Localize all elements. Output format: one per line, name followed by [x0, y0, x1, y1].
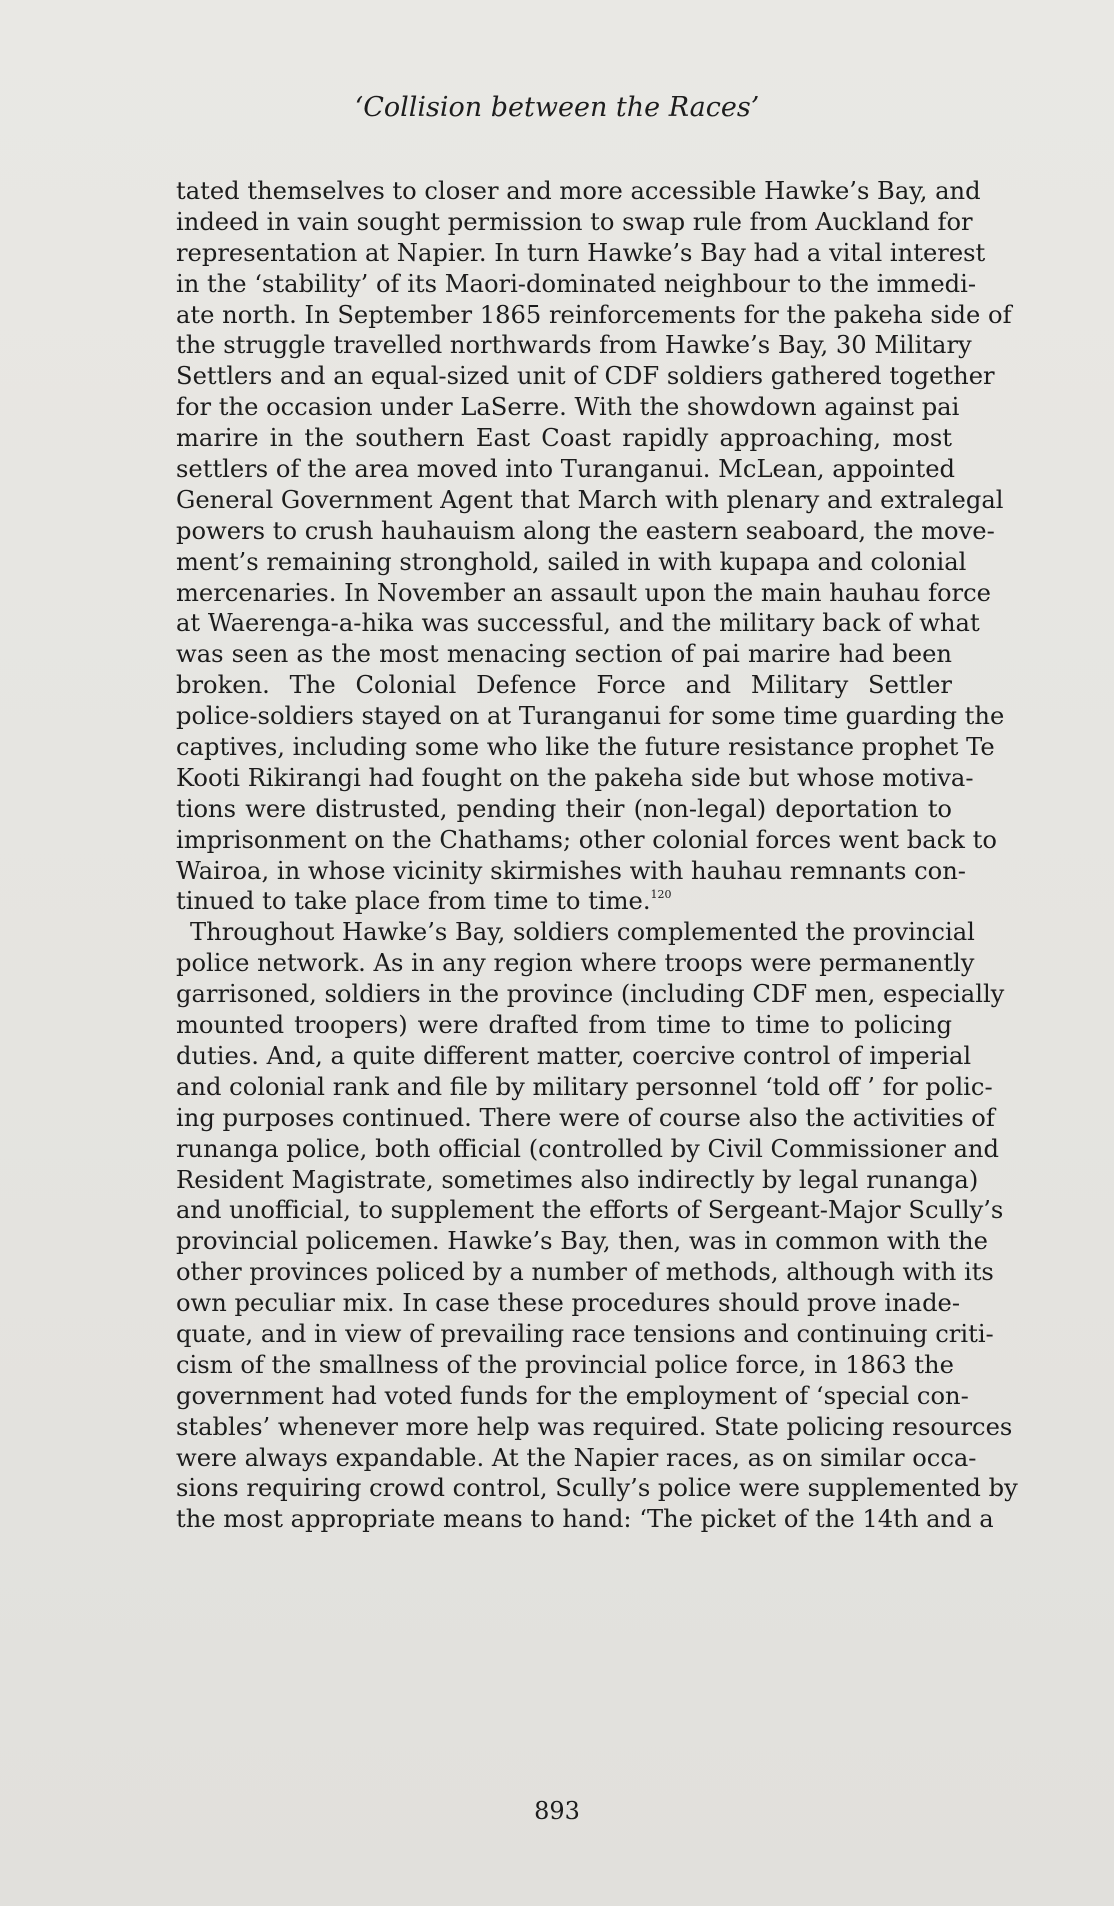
text-line: Resident Magistrate, sometimes also indirectly by legal runanga): [176, 1165, 979, 1194]
text-line: and unofficial, to supplement the efforts of Sergeant-Major Scully’s: [176, 1196, 1004, 1225]
text-line: tinued to take place from time to time.$^{120}$: [176, 887, 672, 916]
text-line: sions requiring crowd control, Scully’s police were supplemented by: [176, 1474, 1018, 1503]
text-line: provincial policemen. Hawke’s Bay, then, was in common with the: [176, 1227, 988, 1256]
text-line: marire in the southern East Coast rapidly approaching, most: [176, 424, 952, 453]
text-line: in the ‘stability’ of its Maori-dominated neighbour to the immedi-: [176, 269, 977, 298]
text-line: police-soldiers stayed on at Turanganui for some time guarding the: [176, 702, 1005, 731]
text-line: runanga police, both official (controlled by Civil Commissioner and: [176, 1134, 999, 1163]
text-line: powers to crush hauhauism along the eastern seaboard, the move-: [176, 516, 995, 545]
text-line: were always expandable. At the Napier races, as on similar occa-: [176, 1443, 977, 1472]
text-line: Wairoa, in whose vicinity skirmishes with hauhau remnants con-: [176, 856, 966, 885]
text-line: duties. And, a quite different matter, coercive control of imperial: [176, 1041, 972, 1070]
text-line: General Government Agent that March with plenary and extralegal: [176, 485, 1004, 514]
text-line: tions were distrusted, pending their (non-legal) deportation to: [176, 794, 952, 823]
text-line: representation at Napier. In turn Hawke’s Bay had a vital interest: [176, 238, 986, 267]
paragraph-2: [176, 917, 1018, 1535]
text-line: and colonial rank and file by military personnel ‘told off ’ for polic-: [176, 1072, 993, 1101]
text-line: indeed in vain sought permission to swap rule from Auckland for: [176, 207, 973, 236]
text-line: captives, including some who like the future resistance prophet Te: [176, 733, 995, 762]
text-line: quate, and in view of prevailing race tensions and continuing criti-: [176, 1319, 994, 1348]
text-line: broken. The Colonial Defence Force and Military Settler: [176, 671, 952, 700]
text-line: own peculiar mix. In case these procedures should prove inade-: [176, 1289, 961, 1318]
text-line: mounted troopers) were drafted from time to time to policing: [176, 1011, 952, 1040]
text-line: the most appropriate means to hand: ‘The picket of the 14th and a: [176, 1505, 994, 1534]
body-text: [176, 176, 1018, 1535]
text-line: the struggle travelled northwards from Hawke’s Bay, 30 Military: [176, 331, 972, 360]
text-line: other provinces policed by a number of methods, although with its: [176, 1258, 994, 1287]
text-line: tated themselves to closer and more accessible Hawke’s Bay, and: [176, 177, 981, 205]
text-line: government had voted funds for the employment of ‘special con-: [176, 1381, 969, 1410]
running-head: ‘Collision between the Races’: [354, 92, 760, 123]
text-line: imprisonment on the Chathams; other colonial forces went back to: [176, 825, 997, 854]
text-line: cism of the smallness of the provincial police force, in 1863 the: [176, 1350, 954, 1379]
text-line: Throughout Hawke’s Bay, soldiers complemented the provincial: [190, 918, 975, 947]
page-number: 893: [534, 1797, 580, 1825]
text-line: stables’ whenever more help was required. State policing resources: [176, 1412, 1013, 1441]
text-line: at Waerenga-a-hika was successful, and the military back of what: [176, 609, 980, 638]
text-line: was seen as the most menacing section of pai marire had been: [176, 640, 952, 669]
text-line: Settlers and an equal-sized unit of CDF soldiers gathered together: [176, 362, 995, 391]
text-line: police network. As in any region where troops were permanently: [176, 949, 975, 978]
paragraph-1: [176, 176, 1012, 917]
text-line: mercenaries. In November an assault upon the main hauhau force: [176, 578, 991, 607]
text-line: Kooti Rikirangi had fought on the pakeha side but whose motiva-: [176, 763, 974, 792]
text-line: settlers of the area moved into Turanganui. McLean, appointed: [176, 455, 956, 484]
footnote-reference: 120: [650, 888, 672, 902]
text-line: ing purposes continued. There were of course also the activities of: [176, 1103, 995, 1132]
text-line: ate north. In September 1865 reinforcements for the pakeha side of: [176, 300, 1012, 329]
text-line: for the occasion under LaSerre. With the showdown against pai: [176, 393, 960, 422]
text-line: ment’s remaining stronghold, sailed in with kupapa and colonial: [176, 547, 967, 576]
text-line: garrisoned, soldiers in the province (including CDF men, especially: [176, 980, 1005, 1009]
